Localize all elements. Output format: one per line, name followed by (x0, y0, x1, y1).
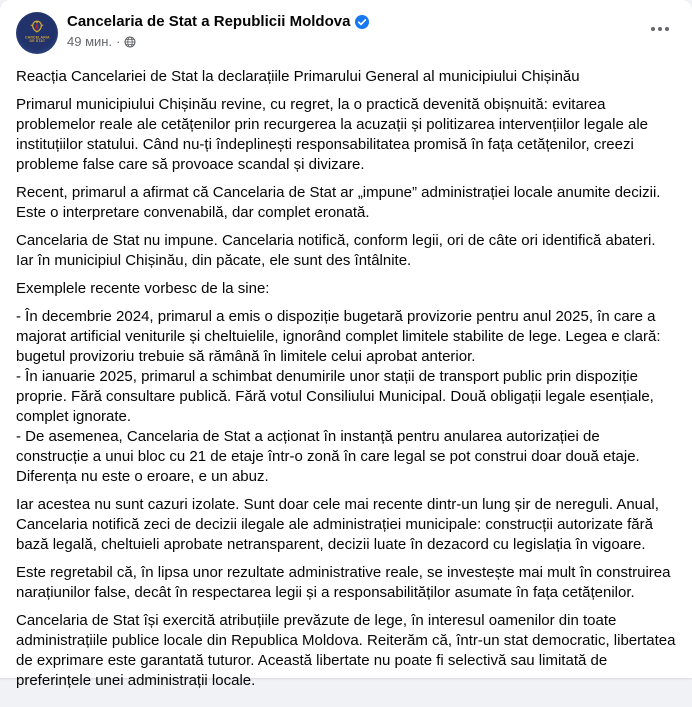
post-text (0, 54, 692, 707)
meta-separator: · (116, 34, 121, 49)
page-name-link[interactable]: Cancelaria de Stat a Republicii Moldova (67, 13, 351, 30)
post-paragraph: Primarul municipiului Chișinău revine, cu regret, la o practică devenită obișnuită: evitarea problemelor reale ale cetățenilor prin recurgerea la acuzații și politizarea intervențiilor legale ale instituțiilor statului. Când nu-ți îndeplinești responsabilitatea promisă în fața cetățenilor, creezi probleme false care să provoace scandal și divizare. (16, 96, 648, 173)
post-header (0, 0, 692, 54)
post-header-info (67, 12, 369, 49)
post-paragraph: Exemplele recente vorbesc de la sine: (16, 280, 270, 297)
post-meta (67, 34, 369, 49)
verified-badge-icon (355, 15, 369, 29)
post-paragraph: Reacția Cancelariei de Stat la declarațiile Primarului General al municipiului Chișinău (16, 68, 580, 85)
globe-icon (124, 36, 136, 48)
post-paragraph: Cancelaria de Stat își exercită atribuțiile prevăzute de lege, în interesul oamenilor din toate administrațiile publice locale din Republica Moldova. Reiterăm că, într-un stat democratic, libertatea de exprimare este garantată tuturor. Această libertate nu poate fi selectivă sau limitată de preferințele unei administrații locale. (16, 612, 676, 689)
post-options-button[interactable] (644, 13, 676, 45)
coat-of-arms-icon (29, 20, 45, 35)
post-paragraph: Cancelaria de Stat nu impune. Cancelaria notifică, conform legii, ori de câte ori identifică abateri. Iar în municipiul Chișinău, din păcate, ele sunt des întâlnite. (16, 232, 656, 269)
page-avatar[interactable] (16, 12, 58, 54)
avatar-wordmark: CANCELARIA DE STAT (24, 36, 50, 43)
ellipsis-icon (650, 27, 671, 31)
post-paragraph: Recent, primarul a afirmat că Cancelaria de Stat ar „impune” administrației locale anumite decizii. Este o interpretare convenabilă, dar complet eronată. (16, 184, 661, 221)
post-paragraph: - De asemenea, Cancelaria de Stat a acționat în instanță pentru anularea autorizației de construcție a unui bloc cu 21 de etaje într-o zonă în care legal se pot construi doar două etaje. Diferența nu este o eroare, e un abuz. (16, 428, 640, 485)
timestamp-link[interactable]: 49 мин. (67, 34, 113, 49)
post-paragraph: Este regretabil că, în lipsa unor rezultate administrative reale, se investește mai mult în construirea narațiunilor false, decât în respectarea legii și a responsabilităților asumate în fața cetățenilor. (16, 564, 671, 601)
post-paragraph: Iar acestea nu sunt cazuri izolate. Sunt doar cele mai recente dintr-un lung șir de nereguli. Anual, Cancelaria notifică zeci de decizii ilegale ale administrației municipale: construcții autorizate fără bază legală, cheltuieli aprobate netransparent, decizii luate în dezacord cu legislația în vigoare. (16, 496, 659, 553)
post-paragraph: - În decembrie 2024, primarul a emis o dispoziție bugetară provizorie pentru anul 2025, în care a majorat artificial veniturile și cheltuielile, ignorând complet limitele stabilite de lege. Legea e clară: bugetul provizoriu trebuie să rămână în limitele celui aprobat anterior. (16, 308, 661, 365)
post-paragraph: - În ianuarie 2025, primarul a schimbat denumirile unor stații de transport public prin dispoziție proprie. Fără consultare publică. Fără votul Consiliului Municipal. Două obligații legale esențiale, complet ignorate. (16, 368, 654, 425)
